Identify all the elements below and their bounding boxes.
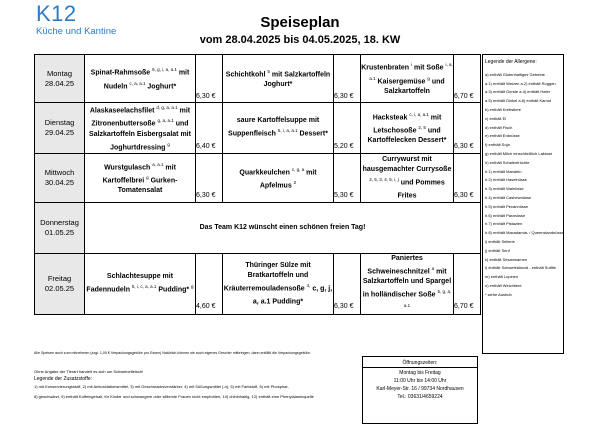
- dish-allergens: 2, 5, 3, 4, 5, i, j: [369, 176, 399, 182]
- dish-text-2: mit Salzkartoffeln: [269, 71, 331, 79]
- dish-text: Hacksteak: [372, 113, 410, 121]
- dish-text-2: und Pommes Frites: [397, 178, 445, 200]
- allergen-item: d) enthält Fisch: [485, 124, 513, 130]
- dish-text-2: mit Letschosoße: [373, 113, 442, 135]
- dish-allergens-2: g, a, a.1: [157, 118, 174, 124]
- day-cell: [35, 153, 85, 202]
- dish-allergens-2: c, a, a.1: [129, 80, 146, 86]
- opening-phone: Tel.: 03631/4659224: [397, 394, 443, 400]
- takeaway-footnote: Alle Speisen auch zum mitnehmen (zzgl. 1,00 € Verpackungsgebühr pro Essen) Natürlich können sie auch eigenes Geschirr mitbringen, dann entfällt die Verpackungsgebühr.: [34, 351, 311, 355]
- dish-allergens: c, g, a: [291, 166, 305, 172]
- dish-text-3: und Kartoffelecken Dessert*: [367, 127, 447, 145]
- dish-price: 4,60 €: [196, 300, 223, 315]
- dish-price: 6,30 €: [334, 91, 361, 103]
- dish-price: 6,30 €: [196, 91, 223, 103]
- day-cell: [35, 55, 85, 103]
- dish-allergens-2: 2, 5: [418, 124, 426, 130]
- dish-text-2: Pudding*: [156, 286, 192, 294]
- dish-allergens: c, i, a, a.1: [409, 111, 429, 117]
- day-name: Mittwoch: [44, 167, 75, 177]
- dish-price: 5,20 €: [334, 141, 361, 153]
- dish-text-2: Dessert*: [297, 130, 328, 138]
- day-name: Dienstag: [44, 117, 75, 127]
- dish-text: Currywurst mit hausgemachter Currysoße: [362, 155, 452, 173]
- additives-line-1: 1) mit Konservierungsstoff, 2) mit Antioxidationsmittel, 3) mit Geschmacksverstärker, 4) mit Süßungsmittel (-n), 5) mit Farbstoff, 6) mit Phosphat,: [34, 384, 289, 389]
- dish-allergens-2: g: [146, 174, 149, 180]
- dish-allergens: 5, i, c, a, a.1: [131, 284, 157, 290]
- day-date: 02.05.25: [44, 283, 75, 293]
- allergen-item: h.4) enthält Cashewnüsse: [485, 194, 532, 200]
- dish-allergens-2: i, a, a.1: [369, 62, 453, 81]
- page-subtitle: vom 28.04.2025 bis 04.05.2025, 18. KW: [199, 34, 401, 46]
- allergen-item: g) enthält Milch einschließlich Laktose: [485, 150, 553, 156]
- dish-allergens-2: g: [191, 284, 194, 290]
- allergen-item: h.8) enthält Macadamia- / Queenslandnüsse: [485, 230, 564, 236]
- allergen-item: h.3) enthält Walnüsse: [485, 186, 524, 192]
- dish-text-2: mit Soße: [412, 64, 446, 72]
- price-spacer: [196, 153, 223, 191]
- price-spacer: [196, 103, 223, 142]
- dish-allergens: 5, i, a, a.1: [277, 128, 298, 134]
- opening-hours: 11:00 Uhr bis 14:00 Uhr: [393, 378, 447, 384]
- dish-text: Paniertes Schweineschnitzel: [367, 254, 432, 276]
- dish-allergens-3: g: [427, 75, 430, 81]
- dish-text-2: mit Kartoffelbrei: [102, 163, 176, 185]
- day-date: 29.04.25: [44, 127, 75, 137]
- allergen-item: e) enthält Erdnüsse: [485, 133, 520, 139]
- dish-text-3: Joghurt*: [145, 82, 177, 90]
- notes-section: [34, 369, 354, 400]
- day-cell: [35, 202, 85, 253]
- dish-text: Alaskaseelachsfilet: [89, 107, 157, 115]
- dish-text-2: c, g, j, a, a.1: [252, 284, 333, 306]
- dish-text: Schichtkohl: [225, 71, 268, 79]
- dish-allergens-2: 2: [293, 179, 297, 185]
- dish-text: Quarkkeulchen: [239, 168, 292, 176]
- dish-allergens: a: [431, 265, 435, 271]
- dish-price: 6,30 €: [454, 141, 481, 153]
- dish-text-2: mit Apfelmus: [259, 168, 317, 190]
- page-title: Speiseplan: [260, 14, 340, 31]
- price-spacer: [334, 153, 361, 191]
- allergen-item: i) enthält Sellerie: [485, 238, 515, 244]
- dish-cell: [223, 253, 334, 314]
- dish-text-3: und Salzkartoffeln Eisbergsalat mit Joghurtdressing: [89, 120, 191, 151]
- price-spacer: [454, 153, 481, 191]
- menu-row-3: [35, 202, 481, 253]
- allergen-item: h.5) enthält Pecannüsse: [485, 203, 529, 209]
- dish-allergens: 4,: [306, 282, 311, 288]
- allergen-item: h.1) enthält Mandeln: [485, 168, 522, 174]
- dish-text-3: Pudding*: [270, 298, 304, 306]
- allergen-item: a) enthält Glutenhaltiges Getreide: [485, 71, 545, 77]
- dish-price: 6,40 €: [196, 141, 223, 153]
- dish-allergens: 5, g, i, a, a.1: [152, 67, 177, 73]
- price-spacer: [334, 55, 361, 92]
- dish-cell: [223, 55, 334, 103]
- opening-address: Karl-Meyer-Str. 16 / 99734 Nordhausen: [376, 386, 464, 392]
- allergen-item: f) enthält Soja: [485, 142, 510, 148]
- dish-cell: [361, 153, 454, 202]
- allergen-item: k) enthält Sesamsamen: [485, 256, 528, 262]
- dish-price: 6,30 €: [334, 300, 361, 315]
- allergen-item: m) enthält Lupinen: [485, 274, 519, 280]
- allergen-item: * siehe Aushub: [485, 291, 512, 297]
- allergen-item: a.1) enthält Weizen a.2) enthält Roggen: [485, 80, 556, 86]
- dish-cell: [85, 103, 196, 154]
- day-date: 28.04.25: [44, 78, 75, 88]
- dish-allergens: d, g, a, a.1: [156, 105, 178, 110]
- dish-cell: [85, 55, 196, 103]
- allergen-legend-title: Legende der Allergene:: [485, 59, 537, 65]
- allergen-item: j) enthält Senf: [485, 247, 510, 253]
- logo-tagline: Küche und Kantine: [36, 26, 117, 37]
- dish-price: 6,30 €: [454, 191, 481, 203]
- menu-row-4: [35, 253, 481, 299]
- dish-text: Krustenbraten: [361, 64, 412, 72]
- dish-text: Spinat-Rahmsoße: [90, 69, 153, 77]
- menu-table: [34, 54, 481, 315]
- day-name: Montag: [46, 68, 73, 78]
- day-name: Donnerstag: [40, 217, 79, 227]
- logo-brand: K12: [36, 1, 77, 26]
- dish-price: 6,30 €: [196, 191, 223, 203]
- day-cell: [35, 103, 85, 154]
- allergen-item: h) enthält Schalenfrüchte: [485, 159, 530, 165]
- allergen-list: [485, 71, 564, 300]
- pork-note: Ohne Angabe der Tierart handelt es sich um Schweinefleisch!: [34, 369, 144, 374]
- dish-allergens-3: g: [167, 141, 170, 147]
- additives-line-2: 8) geschwärzt, 9) enthält Koffeingehalt, für Kinder und schwangere oder stillende Frauen nicht empfohlen, 10) chininhaltig, 12) enthält eine Phenylalaninquelle: [34, 394, 314, 399]
- dish-cell: [223, 153, 334, 202]
- dish-price: 6,70 €: [454, 91, 481, 103]
- price-spacer: [196, 55, 223, 92]
- allergen-legend: [482, 54, 564, 354]
- holiday-notice: Das Team K12 wünscht einen schönen freien Tag!: [85, 202, 481, 253]
- price-spacer: [454, 253, 481, 299]
- dish-text-2: mit Salzkartoffeln und Spargel in holländischer Soße: [362, 268, 452, 299]
- dish-text-3: Kaisergemüse: [375, 77, 428, 85]
- day-date: 30.04.25: [44, 177, 75, 187]
- dish-text-2: mit Nudeln: [103, 69, 190, 90]
- dish-cell: [361, 103, 454, 154]
- dish-allergens: a, a.1: [152, 161, 164, 167]
- day-cell: [35, 253, 85, 314]
- price-spacer: [334, 103, 361, 142]
- dish-text: Thüringer Sülze mit Bratkartoffeln und Kräuterremouladensoße: [223, 261, 311, 292]
- price-spacer: [454, 103, 481, 142]
- allergen-item: h.2) enthält Haselnüsse: [485, 177, 528, 183]
- dish-price: 6,70 €: [454, 300, 481, 315]
- allergen-item: a.3) enthält Gerste a.4) enthält Hafer: [485, 89, 551, 95]
- price-spacer: [196, 253, 223, 299]
- dish-cell: [361, 55, 454, 103]
- dish-text-2: mit Zitronenbuttersoße: [91, 107, 191, 128]
- allergen-item: b) enthält Krebstiere: [485, 106, 522, 112]
- day-date: 01.05.25: [44, 227, 75, 237]
- allergen-item: n) enthält Weichtiere: [485, 282, 522, 288]
- opening-title: Öffnungszeiten:: [363, 359, 477, 368]
- menu-row-1: [35, 103, 481, 142]
- allergen-item: l) enthält Schwefeldioxid - enthält Sulfite: [485, 265, 556, 271]
- allergen-item: h.6) enthält Paranüsse: [485, 212, 526, 218]
- dish-text: Schlachtesuppe mit Fadennudeln: [86, 273, 174, 294]
- price-spacer: [334, 253, 361, 299]
- menu-row-0: [35, 55, 481, 92]
- opening-days: Montag bis Freitag: [399, 370, 441, 376]
- dish-allergens: 5: [267, 68, 270, 74]
- dish-cell: [85, 153, 196, 202]
- price-spacer: [454, 55, 481, 92]
- dish-text-3: Gurken-Tomatensalat: [117, 177, 178, 195]
- dish-text: Wurstgulasch: [104, 163, 153, 171]
- dish-cell: [361, 253, 454, 314]
- dish-price: 5,30 €: [334, 191, 361, 203]
- dish-text-4: und Salzkartoffeln: [384, 77, 445, 95]
- dish-text-3: Joghurt*: [263, 81, 293, 89]
- dish-allergens-2: 5, g, a, a.1: [403, 289, 452, 308]
- allergen-item: h.7) enthält Pistazien: [485, 221, 523, 227]
- opening-hours-box: [362, 356, 478, 424]
- additives-title: Legende der Zusatzstoffe:: [34, 376, 93, 382]
- allergen-item: a.5) enthält Dinkel a.6) enthält Kamut: [485, 98, 552, 104]
- day-name: Freitag: [47, 273, 72, 283]
- dish-text: saure Kartoffelsuppe mit Suppenfleisch: [228, 117, 320, 138]
- menu-row-2: [35, 153, 481, 191]
- dish-cell: [223, 103, 334, 154]
- dish-cell: [85, 253, 196, 314]
- allergen-item: c) enthält Ei: [485, 115, 507, 121]
- dish-allergens: i: [411, 62, 413, 68]
